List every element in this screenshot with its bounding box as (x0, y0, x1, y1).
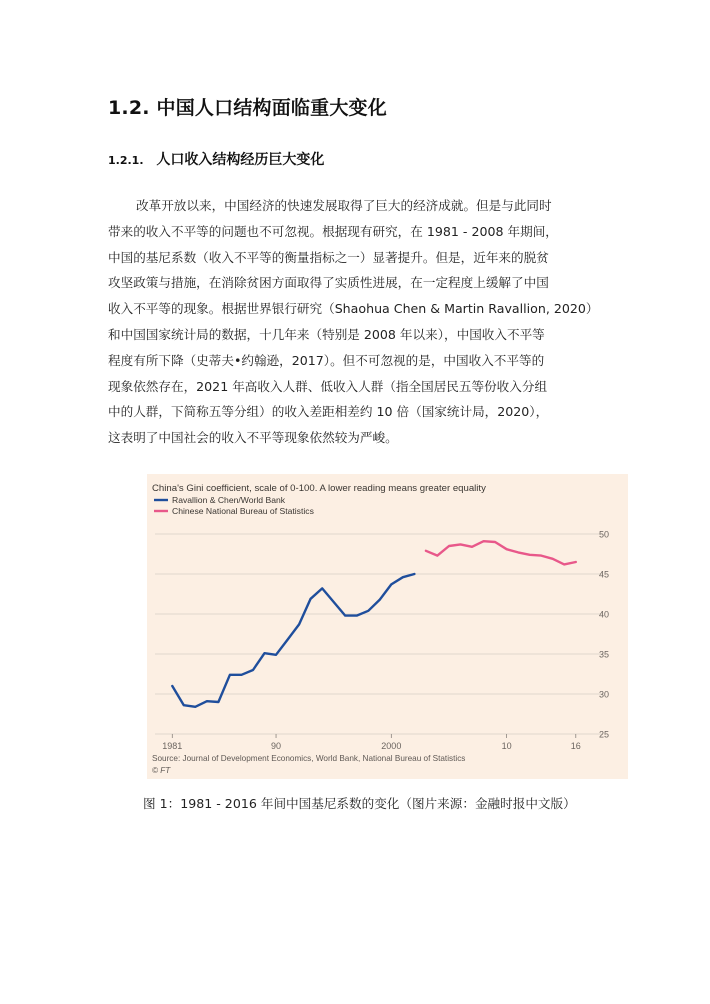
x-tick-label: 2000 (381, 741, 402, 751)
paragraph-line: 中国的基尼系数（收入不平等的衡量指标之一）显著提升。但是，近年来的脱贫 (108, 249, 549, 265)
chart-legend (154, 495, 314, 516)
legend-label: Ravallion & Chen/World Bank (172, 495, 286, 505)
y-tick-label: 35 (598, 649, 609, 660)
y-tick-label: 25 (598, 729, 609, 740)
paragraph-line: 这表明了中国社会的收入不平等现象依然较为严峻。 (108, 430, 398, 446)
series-line-1 (172, 574, 414, 707)
paragraph-line: 带来的收入不平等的问题也不可忽视。根据现有研究，在 1981 - 2008 年期间， (108, 223, 558, 239)
chart-series (172, 541, 576, 707)
x-tick-label: 10 (501, 741, 512, 751)
y-tick-label: 30 (598, 689, 609, 700)
section-number: 1.2. (108, 97, 150, 119)
x-tick-label: 90 (271, 741, 282, 751)
gini-chart-figure (147, 474, 628, 779)
series-line-2 (426, 541, 576, 564)
section-title: 中国人口结构面临重大变化 (156, 97, 387, 119)
chart-source: Source: Journal of Development Economics, World Bank, National Bureau of Statistics (152, 754, 466, 763)
y-tick-label: 45 (598, 569, 609, 580)
paragraph-line: 现象依然存在，2021 年高收入人群、低收入人群（指全国居民五等份收入分组 (108, 378, 548, 394)
subsection-number: 1.2.1. (108, 154, 144, 167)
body-paragraph (108, 193, 605, 451)
x-tick-label: 1981 (162, 741, 183, 751)
chart-credit: © FT (152, 766, 171, 775)
legend-label: Chinese National Bureau of Statistics (172, 506, 314, 516)
paragraph-line: 收入不平等的现象。根据世界银行研究（Shaohua Chen & Martin Ravallion, 2020） (108, 301, 599, 317)
paragraph-line: 中的人群，下简称五等分组）的收入差距相差约 10 倍（国家统计局，2020）， (108, 404, 549, 420)
chart-grid (155, 534, 603, 734)
paragraph-line: 改革开放以来，中国经济的快速发展取得了巨大的经济成就。但是与此同时 (136, 198, 552, 213)
x-tick-label: 16 (570, 741, 581, 751)
subsection-heading (108, 149, 324, 169)
paragraph-line: 攻坚政策与措施，在消除贫困方面取得了实质性进展，在一定程度上缓解了中国 (108, 275, 549, 291)
figure-caption: 图 1：1981 - 2016 年间中国基尼系数的变化（图片来源：金融时报中文版） (143, 796, 576, 811)
chart-title: China's Gini coefficient, scale of 0-100. A lower reading means greater equality (152, 483, 486, 494)
paragraph-line: 程度有所下降（史蒂夫•约翰逊，2017）。但不可忽视的是，中国收入不平等的 (108, 352, 545, 368)
x-axis (162, 734, 581, 751)
paragraph-line: 和中国国家统计局的数据，十几年来（特别是 2008 年以来），中国收入不平等 (108, 326, 545, 342)
y-axis (599, 530, 609, 740)
y-tick-label: 50 (598, 529, 609, 540)
section-heading (108, 93, 387, 120)
y-tick-label: 40 (598, 609, 609, 620)
gini-line-chart (147, 474, 628, 779)
subsection-title: 人口收入结构经历巨大变化 (156, 152, 325, 168)
